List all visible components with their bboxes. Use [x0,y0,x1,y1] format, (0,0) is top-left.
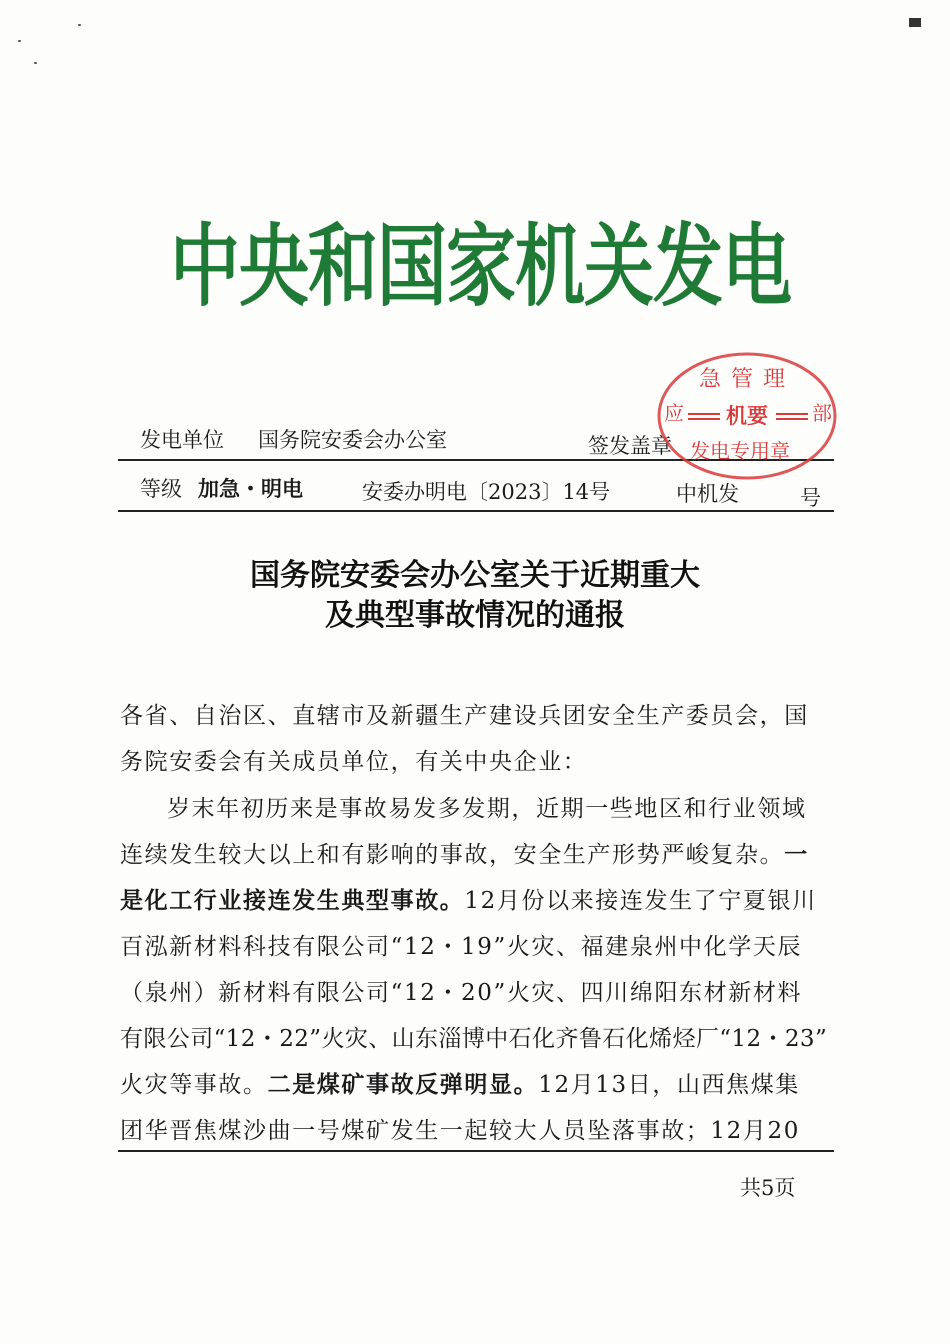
official-seal [652,348,842,480]
seal-middle-text: 机要 [726,404,768,428]
scan-speck [34,62,37,64]
paragraph-text: 12月13日，山西焦煤集 [538,1072,800,1098]
document-title-line1: 国务院安委会办公室关于近期重大 [250,558,700,593]
seal-bottom-text: 发电专用章 [690,439,790,463]
scan-speck [78,24,81,26]
paragraph-text: 连续发生较大以上和有影响的事故，安全生产形势严峻复杂。 [120,842,785,868]
addressee-line: 各省、自治区、直辖市及新疆生产建设兵团安全生产委员会，国 [120,703,809,729]
document-title-line2: 及典型事故情况的通报 [325,598,625,633]
paragraph-line [120,836,820,869]
paragraph-emphasis: 是化工行业接连发生典型事故。 [120,888,465,914]
sender-label: 发电单位 [140,428,224,452]
scan-speck [18,40,21,42]
grade-label: 等级 [140,477,182,501]
paragraph-line [120,1066,820,1099]
serial-suffix: 号 [800,486,821,510]
grade-value: 加急・明电 [198,477,303,501]
paragraph-text: 火灾等事故。 [120,1072,268,1098]
seal-top-text: 急管理 [698,367,796,392]
paragraph-line: 岁末年初历来是事故易发多发期，近期一些地区和行业领域 [167,796,807,822]
paragraph-line: 团华晋焦煤沙曲一号煤矿发生一起较大人员坠落事故；12月20 [120,1118,800,1144]
paragraph-text: 12月份以来接连发生了宁夏银川 [464,888,817,914]
doc-number: 安委办明电〔2023〕14号 [362,480,611,504]
paragraph-line: （泉州）新材料有限公司“12・20”火灾、四川绵阳东材新材料 [120,980,803,1006]
sign-label: 签发盖章 [588,434,672,458]
paragraph-emphasis: 二是煤矿事故反弹明显。 [267,1072,539,1098]
page-total: 共5页 [740,1176,796,1200]
paragraph-line: 百泓新材料科技有限公司“12・19”火灾、福建泉州中化学天辰 [120,934,803,960]
header-divider-bottom [118,510,834,512]
masthead-title: 中央和国家机关发电 [170,214,791,320]
serial-label: 中机发 [676,482,739,506]
addressee-line: 务院安委会有关成员单位，有关中央企业： [120,749,588,775]
scan-corner-mark [909,18,921,27]
paragraph-line: 有限公司“12・22”火灾、山东淄博中石化齐鲁石化烯烃厂“12・23” [120,1026,828,1052]
paragraph-emphasis: 一 [784,842,809,868]
seal-left-char: 应 [664,401,684,425]
seal-right-char: 部 [812,401,832,425]
sender-value: 国务院安委会办公室 [258,428,447,452]
footer-divider [118,1150,834,1152]
paragraph-line [120,882,820,915]
